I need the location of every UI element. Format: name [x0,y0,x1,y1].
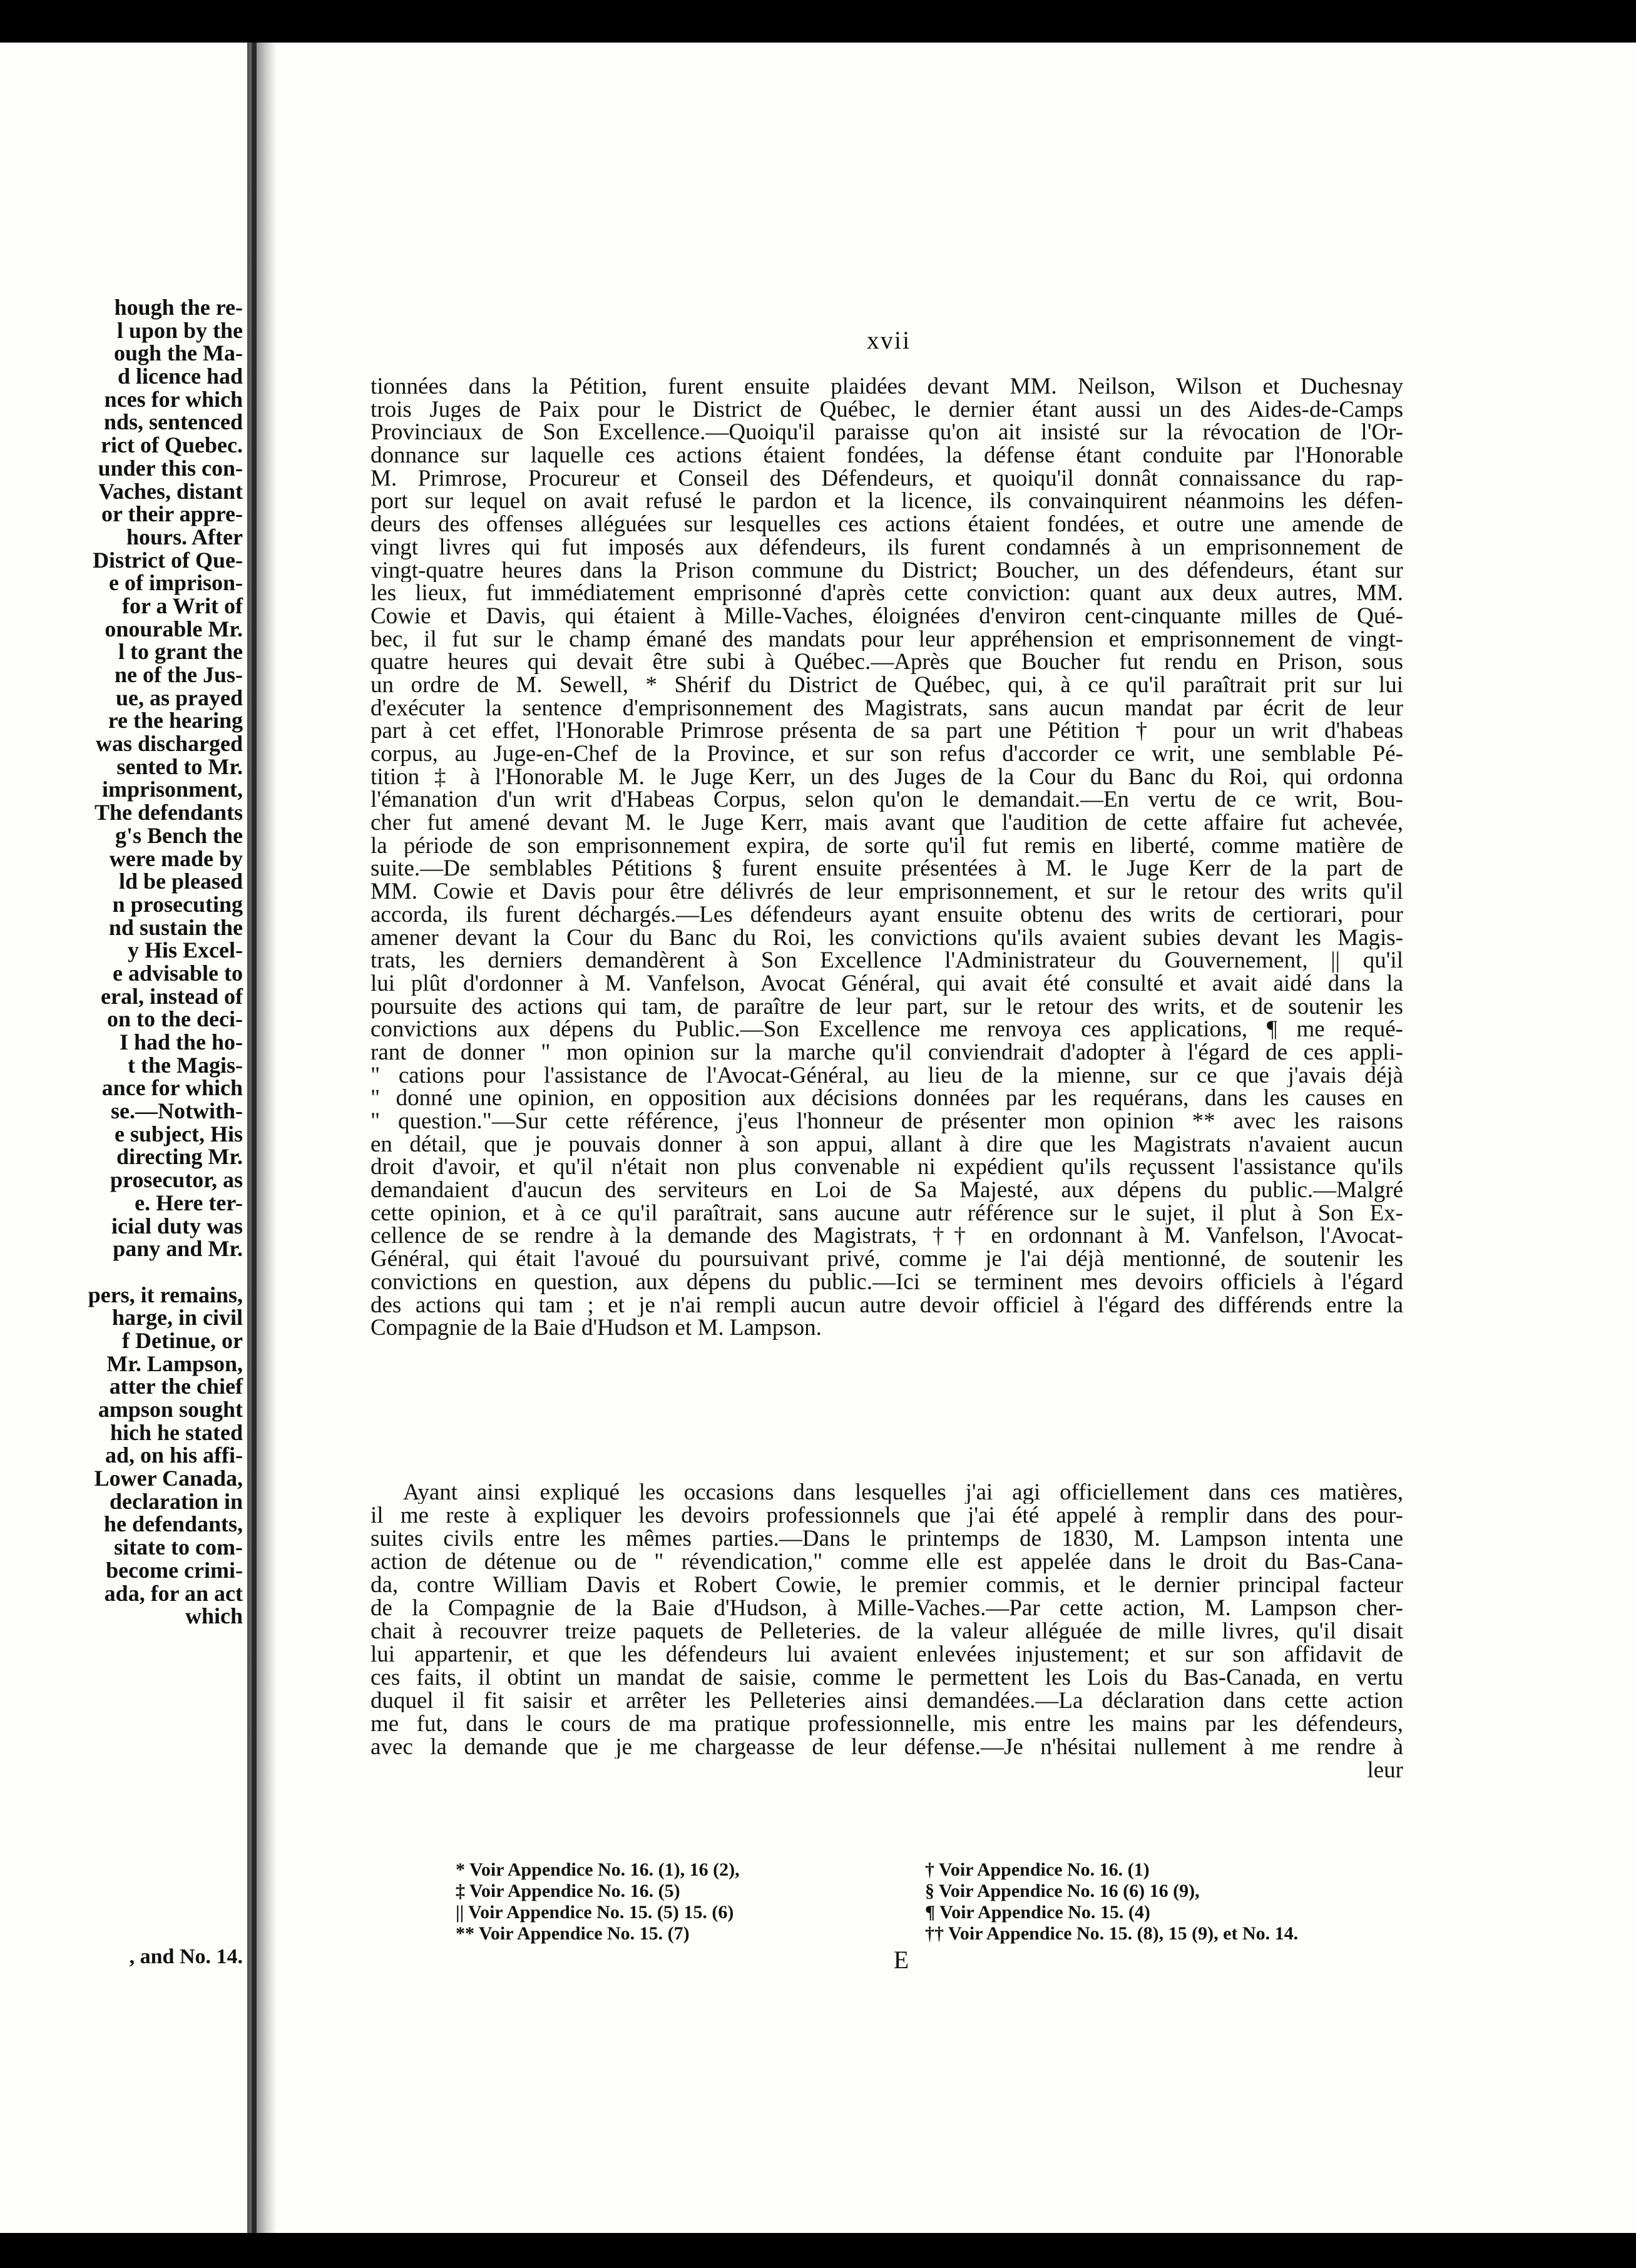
facing-page-line: e subject, His [115,1121,243,1147]
footnote: ** Voir Appendice No. 15. (7) [456,1923,690,1944]
text-line: Général, qui était l'avoué du poursuivant privé, comme je l'ai déjà mentionné, de soutenir les [371,1248,1403,1271]
text-line: tition ‡ à l'Honorable M. le Juge Kerr, un des Juges de la Cour du Banc du Roi, qui ordonna [371,765,1403,789]
facing-page-line: e advisable to [112,960,243,986]
footnote: † Voir Appendice No. 16. (1) [925,1859,1150,1880]
facing-page-line: declaration in [110,1488,243,1514]
facing-page-line: icial duty was [111,1213,243,1239]
facing-page-line: ad, on his affi- [105,1443,243,1468]
facing-page-line: District of Que- [93,547,243,573]
facing-page-line: or their appre- [101,501,243,527]
facing-page-line: pany and Mr. [113,1236,243,1262]
text-line: Compagnie de la Baie d'Hudson et M. Lampson. [371,1317,822,1340]
facing-page-line: prosecutor, as [110,1167,243,1193]
facing-page-line: ld be pleased [118,869,243,894]
text-line: port sur lequel on avait refusé le pardon et la licence, ils convainquirent néanmoins les défen- [371,490,1403,514]
facing-page-line: re the hearing [108,708,243,733]
facing-page-line: ough the Ma- [114,340,243,366]
facing-page-line: sented to Mr. [116,753,243,779]
text-line: tionnées dans la Pétition, furent ensuite plaidées devant MM. Neilson, Wilson et Duchesnay [371,375,1403,399]
facing-page-line: hough the re- [114,296,243,320]
facing-page-line: nds, sentenced [103,409,243,435]
facing-page-line: f Detinue, or [122,1327,243,1353]
facing-page-line: e. Here ter- [135,1190,243,1215]
facing-page-line: hours. After [126,524,243,549]
facing-page-line: t the Magis- [128,1052,243,1078]
text-line: d'exécuter la sentence d'emprisonnement des Magistrats, sans aucun mandat par écrit de leur [371,697,1403,720]
text-line: donnance sur laquelle ces actions étaient fondées, la défense étant conduite par l'Honorable [371,444,1403,467]
footnote: ¶ Voir Appendice No. 15. (4) [925,1902,1150,1923]
facing-page-line: for a Writ of [122,593,243,618]
facing-page-line: Mr. Lampson, [106,1351,243,1376]
text-line: des actions qui tam ; et je n'ai rempli aucun autre devoir officiel à l'égard des différends entre la [371,1294,1403,1317]
text-line: Provinciaux de Son Excellence.—Quoiqu'il paraisse qu'on ait insisté sur la révocation de l'Or- [371,421,1403,445]
body-paragraph-1 [371,375,1403,1340]
footnote: * Voir Appendice No. 16. (1), 16 (2), [456,1859,740,1880]
text-line: suite.—De semblables Pétitions § furent ensuite présentées à M. le Juge Kerr de la part de [371,857,1403,881]
facing-page-line: l upon by the [116,317,243,343]
facing-page-line: imprisonment, [102,777,243,802]
facing-page-footnote: , and No. 14. [129,1945,243,1968]
text-line: me fut, dans le cours de ma pratique professionnelle, mis entre les mains par les défendeurs, [371,1712,1403,1735]
facing-page-line: g's Bench the [115,822,243,848]
facing-page-line: become crimi- [106,1557,243,1583]
text-line: ces faits, il obtint un mandat de saisie, comme le permettent les Lois du Bas-Canada, en vertu [371,1666,1403,1689]
text-line: bec, il fut sur le champ émané des mandats pour leur appréhension et emprisonnement de vingt- [371,628,1403,651]
text-line: cellence de se rendre à la demande des Magistrats, †† en ordonnant à M. Vanfelson, l'Avocat- [371,1225,1403,1249]
facing-page-line: Vaches, distant [98,478,243,504]
facing-page-line: I had the ho- [119,1029,243,1055]
facing-page-line: nces for which [104,386,243,412]
text-line: Ayant ainsi expliqué les occasions dans lesquelles j'ai agi officiellement dans ces matières, [403,1481,1403,1504]
text-line: accorda, ils furent déchargés.—Les défendeurs ayant ensuite obtenu des writs de certiorari, pour [371,903,1403,927]
text-line: quatre heures qui devait être subi à Québec.—Après que Boucher fut rendu en Prison, sous [371,651,1403,674]
text-line: duquel il fit saisir et arrêter les Pelleteries ainsi demandées.—La déclaration dans cette action [371,1689,1403,1712]
text-line: M. Primrose, Procureur et Conseil des Défendeurs, et quoiqu'il donnât connaissance du rap- [371,467,1403,491]
text-line: les lieux, fut immédiatement emprisonné d'après cette conviction: quant aux deux autres, MM. [371,582,1403,605]
text-line: " question."—Sur cette référence, j'eus l'honneur de présenter mon opinion ** avec les raisons [371,1110,1403,1133]
text-line: avec la demande que je me chargeasse de leur défense.—Je n'hésitai nullement à me rendre à [371,1735,1403,1759]
facing-page-line: ada, for an act [104,1580,243,1606]
text-line: MM. Cowie et Davis pour être délivrés de leur emprisonnement, et sur le retour des writs qu'il [371,881,1403,904]
text-line: poursuite des actions qui tam, de paraître de leur part, sur le retour des writs, et de soutenir les [371,995,1403,1019]
facing-page-line: n prosecuting [112,891,243,917]
facing-page-line: ne of the Jus- [115,662,243,687]
book-page [0,43,1636,2233]
facing-page-line: onourable Mr. [105,616,243,641]
text-line: demandaient d'aucun des serviteurs en Loi de Sa Majesté, aux dépens du public.—Malgré [371,1179,1403,1202]
text-line: un ordre de M. Sewell, * Shérif du District de Québec, qui, à ce qu'il paraîtrait prit sur lui [371,673,1403,697]
text-line: il me reste à expliquer les devoirs professionnels que j'ai été appelé à remplir dans des pour- [371,1504,1403,1527]
signature-mark: E [893,1946,909,1974]
facing-page-line: e of imprison- [109,570,243,596]
text-line: corpus, au Juge-en-Chef de la Province, et sur son refus d'accorder ce writ, une semblable Pé- [371,743,1403,766]
facing-page-line: was discharged [95,731,243,757]
text-line: " donné une opinion, en opposition aux décisions données par les requérans, dans les causes en [371,1087,1403,1110]
facing-page-line: ue, as prayed [115,685,243,710]
body-paragraph-2 [371,1481,1403,1782]
text-line: lui plût d'ordonner à M. Vanfelson, Avocat Général, qui avait été consulté et avait aidé dans la [371,972,1403,996]
text-line: deurs des offenses alléguées sur lesquelles ces actions étaient fondées, et outre une amende de [371,513,1403,536]
facing-page-line: sitate to com- [114,1535,243,1560]
text-line: convictions en question, aux dépens du public.—Ici se terminent mes devoirs officiels à l'égard [371,1270,1403,1294]
facing-page-line: nd sustain the [108,914,243,940]
text-line: vingt livres qui fut imposés aux défendeurs, ils furent condamnés à un emprisonnement de [371,536,1403,559]
text-line: suites civils entre les mêmes parties.—Dans le printemps de 1830, M. Lampson intenta une [371,1527,1403,1550]
facing-page-line: y His Excel- [128,937,243,963]
footnote: || Voir Appendice No. 15. (5) 15. (6) [456,1902,734,1923]
text-line: de la Compagnie de la Baie d'Hudson, à Mille-Vaches.—Par cette action, M. Lampson cher- [371,1596,1403,1620]
text-line: action de détenue ou de " révendication," comme elle est appelée dans le droit du Bas-Cana- [371,1550,1403,1573]
binding-shadow [252,43,257,2233]
footnote: § Voir Appendice No. 16 (6) 16 (9), [925,1881,1200,1901]
text-line: leur [1367,1759,1403,1782]
text-line: en détail, que je pouvais donner à son appui, allant à dire que les Magistrats n'avaient aucun [371,1133,1403,1157]
footnotes-right [925,1859,1426,1944]
facing-page-line: rict of Quebec. [101,432,243,458]
text-line: convictions aux dépens du Public.—Son Excellence me renvoya ces applications, ¶ me requé- [371,1018,1403,1041]
text-line: amener devant la Cour du Banc du Roi, les convictions qu'ils avaient subies devant les Magis- [371,926,1403,950]
text-line: l'émanation d'un writ d'Habeas Corpus, selon qu'on le demandait.—En vertu de ce writ, Bou- [371,789,1403,812]
text-line: da, contre William Davis et Robert Cowie, le premier commis, et le dernier principal facteur [371,1573,1403,1596]
text-line: part à cet effet, l'Honorable Primrose présenta de sa part une Pétition † pour un writ d'habeas [371,720,1403,743]
facing-page-line: harge, in civil [112,1305,243,1331]
text-line: droit d'avoir, et qu'il n'était non plus convenable ni expédient qu'ils reçussent l'assistance qu'ils [371,1156,1403,1180]
text-line: chait à recouvrer treize paquets de Pelleteries. de la valeur alléguée de mille livres, qu'il disait [371,1620,1403,1643]
facing-page-line: hich he stated [110,1419,243,1445]
facing-page-line: eral, instead of [101,983,243,1009]
text-line: cette opinion, et à ce qu'il paraîtrait, sans aucune autr référence sur le sujet, il plut à Son Ex- [371,1202,1403,1225]
text-line: cher fut amené devant M. le Juge Kerr, mais avant que l'audition de cette affaire fut achevée, [371,812,1403,835]
text-line: Cowie et Davis, qui étaient à Mille-Vaches, éloignées d'environ cent-cinquante milles de Qué- [371,605,1403,628]
facing-page-line: directing Mr. [116,1144,243,1170]
facing-page-line: on to the deci- [107,1006,243,1032]
text-line: vingt-quatre heures dans la Prison commune du District; Boucher, un des défendeurs, étant sur [371,559,1403,583]
facing-page-line: under this con- [98,455,243,481]
footnote: †† Voir Appendice No. 15. (8), 15 (9), et No. 14. [925,1923,1299,1944]
text-line: trois Juges de Paix pour le District de Québec, le dernier étant aussi un des Aides-de-Camps [371,398,1403,422]
footnotes-left [456,1859,856,1944]
facing-page-line: l to grant the [118,639,243,665]
text-line: " cations pour l'assistance de l'Avocat-Général, au lieu de la mienne, sur ce que j'avais déjà [371,1064,1403,1088]
facing-page-line: ance for which [101,1075,243,1101]
facing-page-line: he defendants, [103,1511,243,1537]
facing-page-line: were made by [109,845,243,871]
facing-page-line: pers, it remains, [88,1282,243,1307]
facing-page-line: The defendants [94,800,243,825]
facing-page-line: atter the chief [109,1374,243,1399]
facing-page-line [0,1260,248,1284]
text-line: trats, les derniers demandèrent à Son Excellence l'Administrateur du Gouvernement, || qu'il [371,949,1403,973]
text-line: lui appartenir, et que les défendeurs lui avaient enlevées injustement; et sur son affidavit de [371,1643,1403,1666]
facing-page-line: which [185,1603,243,1628]
text-line: rant de donner " mon opinion sur la marche qu'il conviendrait d'adopter à l'égard de ces appli- [371,1041,1403,1065]
text-line: la période de son emprisonnement expira, de sorte qu'il fut remis en liberté, comme matière de [371,834,1403,858]
footnote: ‡ Voir Appendice No. 16. (5) [456,1881,680,1901]
page-number: xvii [866,326,911,354]
facing-page-line: se.—Notwith- [111,1098,243,1124]
facing-page-line: d licence had [117,364,243,389]
facing-page-line: Lower Canada, [94,1466,243,1491]
facing-page-column [0,296,248,1628]
facing-page-line: ampson sought [98,1397,243,1422]
